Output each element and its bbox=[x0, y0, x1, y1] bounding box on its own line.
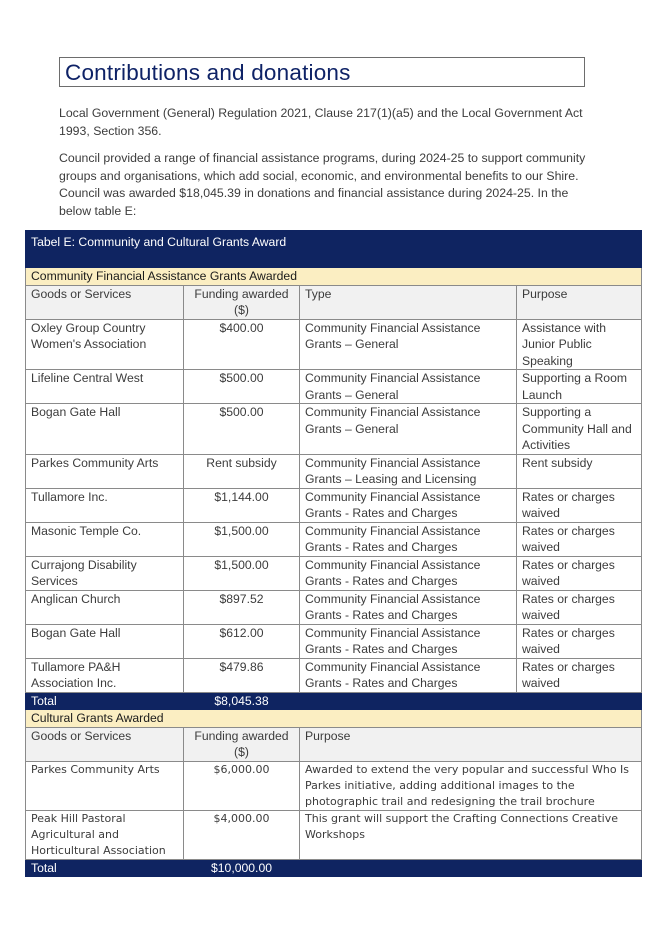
caption-label: Tabel E: bbox=[31, 235, 76, 249]
cell-goods: Tullamore Inc. bbox=[26, 488, 184, 522]
cell-type: Community Financial Assistance Grants - Rates and Charges bbox=[300, 624, 517, 658]
table-row bbox=[26, 370, 642, 404]
cell-purpose: Supporting a Community Hall and Activities bbox=[517, 404, 642, 455]
total-row-cultural bbox=[26, 859, 642, 877]
cell-purpose: Rates or charges waived bbox=[517, 488, 642, 522]
cell-goods: Lifeline Central West bbox=[26, 370, 184, 404]
cell-goods: Bogan Gate Hall bbox=[26, 624, 184, 658]
section-row-community bbox=[26, 268, 642, 286]
section-title: Community Financial Assistance Grants Awarded bbox=[26, 268, 642, 286]
cell-funding: $4,000.00 bbox=[184, 810, 300, 859]
column-header: Purpose bbox=[517, 285, 642, 319]
cell-funding: $612.00 bbox=[184, 624, 300, 658]
table-row bbox=[26, 404, 642, 455]
cell-goods: Parkes Community Arts bbox=[26, 761, 184, 810]
table-row bbox=[26, 810, 642, 859]
cell-purpose: Rates or charges waived bbox=[517, 624, 642, 658]
cell-purpose: Rates or charges waived bbox=[517, 556, 642, 590]
column-header: Funding awarded ($) bbox=[184, 727, 300, 761]
cell-purpose: This grant will support the Crafting Connections Creative Workshops bbox=[300, 810, 642, 859]
cell-purpose: Rates or charges waived bbox=[517, 522, 642, 556]
cell-funding: $1,144.00 bbox=[184, 488, 300, 522]
cell-purpose: Rates or charges waived bbox=[517, 590, 642, 624]
table-row bbox=[26, 761, 642, 810]
cell-goods: Masonic Temple Co. bbox=[26, 522, 184, 556]
table-caption bbox=[26, 231, 642, 268]
section-row-cultural bbox=[26, 710, 642, 728]
cell-goods: Tullamore PA&H Association Inc. bbox=[26, 658, 184, 692]
table-row bbox=[26, 624, 642, 658]
cell-purpose: Assistance with Junior Public Speaking bbox=[517, 319, 642, 370]
cell-type: Community Financial Assistance Grants - Rates and Charges bbox=[300, 658, 517, 692]
column-header: Funding awarded ($) bbox=[184, 285, 300, 319]
cell-goods: Oxley Group Country Women's Association bbox=[26, 319, 184, 370]
cell-purpose: Awarded to extend the very popular and successful Who Is Parkes initiative, adding additional images to the photographic trail and redesigning the trail brochure bbox=[300, 761, 642, 810]
cell-funding: $500.00 bbox=[184, 404, 300, 455]
total-label: Total bbox=[26, 859, 184, 877]
total-row-community bbox=[26, 692, 642, 710]
cell-type: Community Financial Assistance Grants - Rates and Charges bbox=[300, 522, 517, 556]
table-row bbox=[26, 590, 642, 624]
table-row bbox=[26, 658, 642, 692]
intro-paragraph: Local Government (General) Regulation 2021, Clause 217(1)(a5) and the Local Government Act 1993, Section 356. bbox=[59, 106, 583, 138]
cell-funding: $500.00 bbox=[184, 370, 300, 404]
cell-purpose: Rent subsidy bbox=[517, 454, 642, 488]
cell-purpose: Supporting a Room Launch bbox=[517, 370, 642, 404]
cell-funding: $6,000.00 bbox=[184, 761, 300, 810]
column-header: Goods or Services bbox=[26, 285, 184, 319]
table-row bbox=[26, 319, 642, 370]
cell-type: Community Financial Assistance Grants – General bbox=[300, 319, 517, 370]
cell-type: Community Financial Assistance Grants - Rates and Charges bbox=[300, 590, 517, 624]
table-row bbox=[26, 556, 642, 590]
total-value: $10,000.00 bbox=[184, 859, 300, 877]
total-value: $8,045.38 bbox=[184, 692, 300, 710]
header-row bbox=[26, 285, 642, 319]
body-paragraph: Council provided a range of financial assistance programs, during 2024-25 to support community groups and organisations, which add social, economic, and environmental benefits to our Shire. Council was awarded $18,045.39 in donations and financial assistance during 2024-25. In the below table E: bbox=[59, 151, 586, 218]
cell-type: Community Financial Assistance Grants – General bbox=[300, 404, 517, 455]
grants-table bbox=[25, 230, 642, 877]
cell-goods: Peak Hill Pastoral Agricultural and Horticultural Association bbox=[26, 810, 184, 859]
cell-type: Community Financial Assistance Grants - Rates and Charges bbox=[300, 556, 517, 590]
total-label: Total bbox=[26, 692, 184, 710]
column-header: Type bbox=[300, 285, 517, 319]
cell-funding: $479.86 bbox=[184, 658, 300, 692]
total-blank bbox=[300, 692, 642, 710]
page-title: Contributions and donations bbox=[65, 60, 351, 85]
cell-type: Community Financial Assistance Grants – General bbox=[300, 370, 517, 404]
cell-funding: $897.52 bbox=[184, 590, 300, 624]
cell-goods: Parkes Community Arts bbox=[26, 454, 184, 488]
table-row bbox=[26, 454, 642, 488]
column-header: Goods or Services bbox=[26, 727, 184, 761]
cell-funding: $1,500.00 bbox=[184, 522, 300, 556]
cell-goods: Anglican Church bbox=[26, 590, 184, 624]
table-row bbox=[26, 522, 642, 556]
header-row bbox=[26, 727, 642, 761]
cell-funding: $400.00 bbox=[184, 319, 300, 370]
heading-box bbox=[59, 57, 585, 87]
table-row bbox=[26, 488, 642, 522]
column-header: Purpose bbox=[300, 727, 642, 761]
cell-type: Community Financial Assistance Grants – Leasing and Licensing bbox=[300, 454, 517, 488]
cell-goods: Bogan Gate Hall bbox=[26, 404, 184, 455]
cell-type: Community Financial Assistance Grants - Rates and Charges bbox=[300, 488, 517, 522]
cell-purpose: Rates or charges waived bbox=[517, 658, 642, 692]
cell-funding: $1,500.00 bbox=[184, 556, 300, 590]
table-caption-row bbox=[26, 231, 642, 268]
cell-funding: Rent subsidy bbox=[184, 454, 300, 488]
section-title: Cultural Grants Awarded bbox=[26, 710, 642, 728]
cell-goods: Currajong Disability Services bbox=[26, 556, 184, 590]
caption-text: Community and Cultural Grants Award bbox=[75, 235, 287, 249]
total-blank bbox=[300, 859, 642, 877]
